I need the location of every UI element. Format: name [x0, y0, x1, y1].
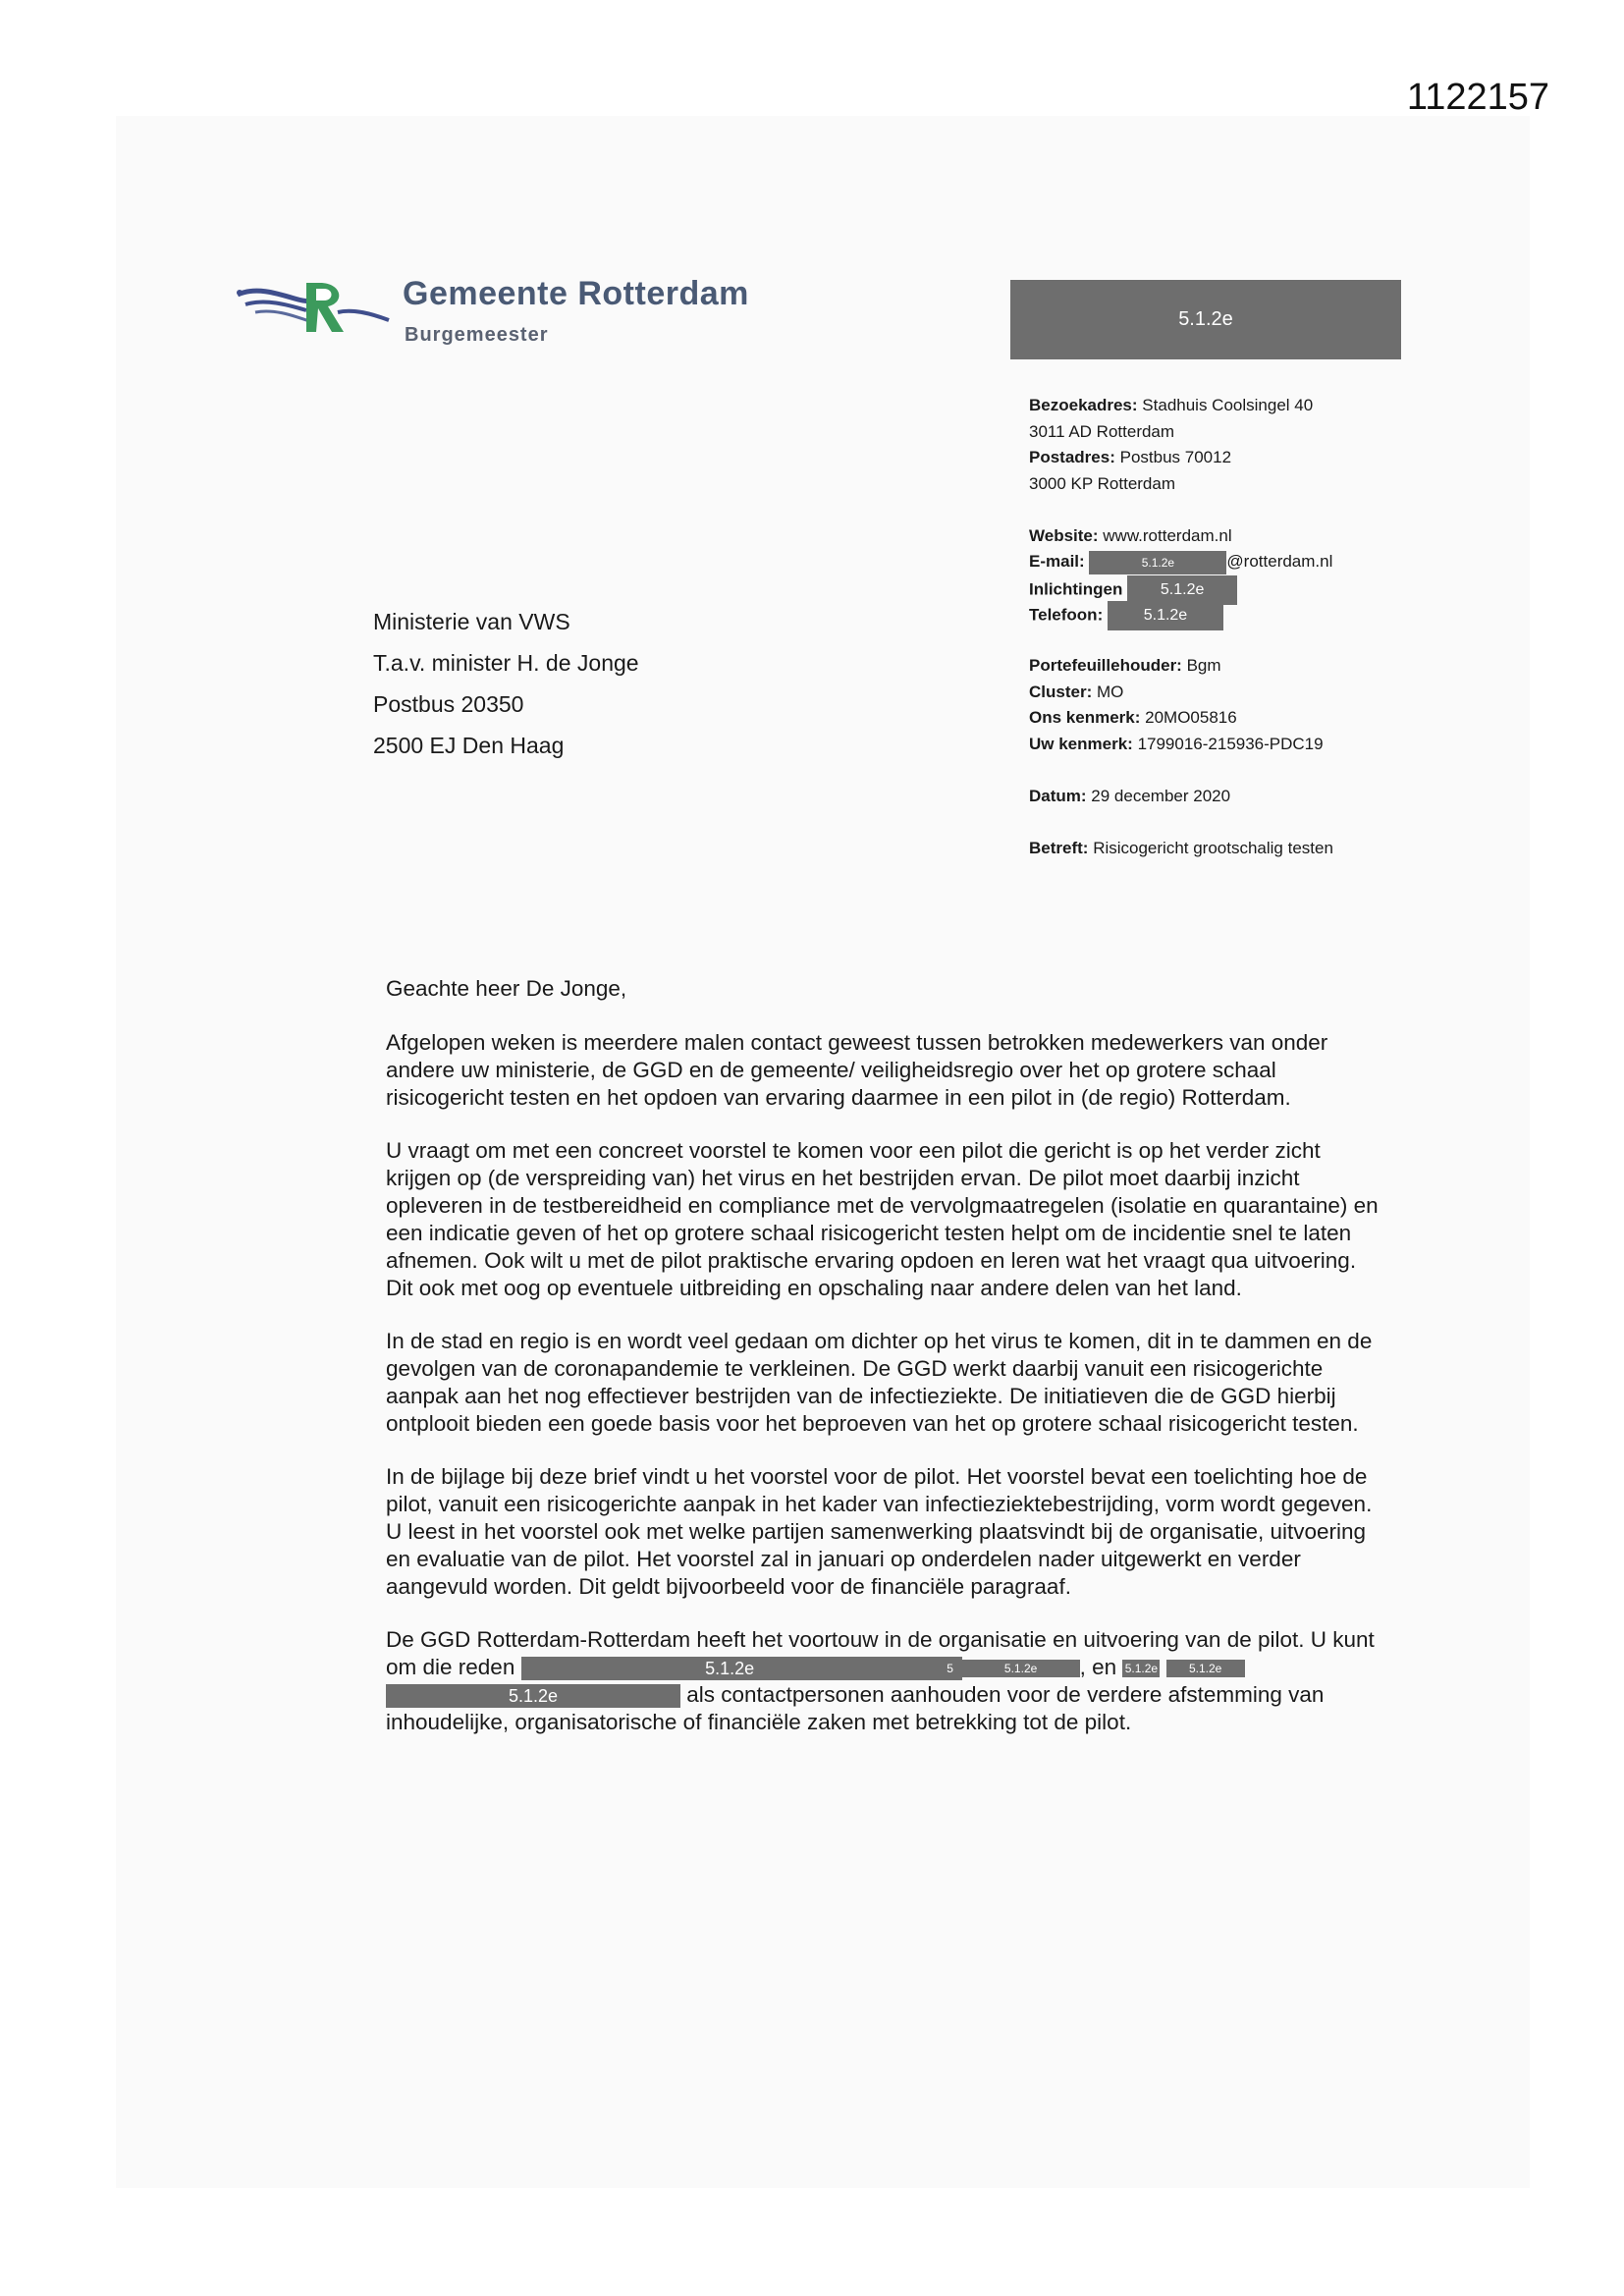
- recipient-line-2: T.a.v. minister H. de Jonge: [373, 650, 639, 676]
- postadres-value: Postbus 70012: [1119, 448, 1232, 466]
- portefeuille-label: Portefeuillehouder:: [1029, 656, 1182, 675]
- email-redaction: 5.1.2e: [1089, 551, 1226, 574]
- paragraph-5-text-c: als contactpersonen aanhouden voor de verdere afstemming van inhoudelijke, organisatorische of financiële zaken met betrekking tot de pilot.: [386, 1682, 1325, 1734]
- ons-kenmerk-label: Ons kenmerk:: [1029, 708, 1141, 727]
- paragraph-2: U vraagt om met een concreet voorstel te komen voor een pilot die gericht is op het verder zicht krijgen op (de verspreiding van) het virus en het bestrijden ervan. De pilot moet daarbij inzicht opleveren in de testbereidheid en compliance met de vervolgmaatregelen (isolatie en quarantaine) en een indicatie geven of het op grotere schaal risicogericht testen helpt om de incidentie snel te laten afnemen. Ook wilt u met de pilot praktische ervaring opdoen en leren wat het vraagt qua uitvoering. Dit ook met oog op eventuele uitbreiding en opschaling naar andere delen van het land.: [386, 1138, 1379, 1300]
- paragraph-4: In de bijlage bij deze brief vindt u het voorstel voor de pilot. Het voorstel bevat een toelichting hoe de pilot, vanuit een risicogerichte aanpak in het kader van infectieziektebestrijding, vorm wordt gegeven. U leest in het voorstel ook met welke partijen samenwerking plaatsvindt bij de organisatie, uitvoering en evaluatie van de pilot. Het voorstel zal in januari op onderdelen nader uitgewerkt en verder aangevuld worden. Dit geldt bijvoorbeeld voor de financiële paragraaf.: [386, 1464, 1373, 1599]
- bezoekadres-city: 3011 AD Rotterdam: [1029, 421, 1175, 441]
- postadres-city: 3000 KP Rotterdam: [1029, 473, 1175, 493]
- redaction-contact-3: 5.1.2e: [962, 1660, 1080, 1677]
- paragraph-5: [386, 1626, 1387, 1736]
- redaction-contact-5: 5.1.2e: [1166, 1660, 1245, 1677]
- header-redaction: 5.1.2e: [1010, 280, 1401, 359]
- letter-body: [386, 975, 1387, 1762]
- recipient-line-1: Ministerie van VWS: [373, 609, 570, 634]
- ons-kenmerk-value: 20MO05816: [1145, 708, 1237, 727]
- rotterdam-logo-icon: [236, 273, 393, 342]
- bezoekadres-label: Bezoekadres:: [1029, 396, 1138, 414]
- recipient-address: [373, 601, 639, 766]
- datum-label: Datum:: [1029, 786, 1087, 805]
- uw-kenmerk-label: Uw kenmerk:: [1029, 734, 1133, 753]
- office-name: Burgemeester: [405, 324, 549, 346]
- redaction-contact-1: 5.1.2e: [521, 1657, 939, 1680]
- email-domain: @rotterdam.nl: [1226, 552, 1333, 571]
- telefoon-redaction: 5.1.2e: [1108, 601, 1223, 630]
- paragraph-5-text-b: , en: [1079, 1655, 1117, 1679]
- bezoekadres-value: Stadhuis Coolsingel 40: [1142, 396, 1314, 414]
- postadres-label: Postadres:: [1029, 448, 1115, 466]
- betreft-value: Risicogericht grootschalig testen: [1093, 838, 1333, 857]
- inlichtingen-label: Inlichtingen: [1029, 578, 1123, 598]
- website-label: Website:: [1029, 525, 1099, 545]
- document-number: 1122157: [1406, 77, 1549, 118]
- redaction-contact-2: 5: [939, 1657, 962, 1680]
- organization-name: Gemeente Rotterdam: [403, 275, 749, 312]
- redaction-contact-6: 5.1.2e: [386, 1684, 680, 1708]
- uw-kenmerk-value: 1799016-215936-PDC19: [1137, 734, 1324, 753]
- telefoon-label: Telefoon:: [1029, 605, 1104, 625]
- recipient-line-3: Postbus 20350: [373, 691, 524, 717]
- letterhead-logo: [236, 265, 785, 354]
- datum-value: 29 december 2020: [1091, 786, 1231, 805]
- paragraph-1: Afgelopen weken is meerdere malen contact geweest tussen betrokken medewerkers van onder andere uw ministerie, de GGD en de gemeente/ veiligheidsregio over het op grotere schaal risicogericht testen en het opdoen van ervaring daarmee in een pilot in (de regio) Rotterdam.: [386, 1030, 1328, 1110]
- cluster-value: MO: [1096, 682, 1124, 701]
- contact-block: [1029, 393, 1500, 861]
- email-label: E-mail:: [1029, 552, 1085, 571]
- betreft-label: Betreft:: [1029, 838, 1089, 857]
- website-value: www.rotterdam.nl: [1103, 525, 1232, 545]
- cluster-label: Cluster:: [1029, 682, 1093, 701]
- portefeuille-value: Bgm: [1186, 656, 1221, 675]
- redaction-contact-4: 5.1.2e: [1122, 1660, 1160, 1677]
- paragraph-3: In de stad en regio is en wordt veel gedaan om dichter op het virus te komen, dit in te dammen en de gevolgen van de coronapandemie te verkleinen. De GGD werkt daarbij vanuit een risicogerichte aanpak aan het nog effectiever bestrijden van de infectieziekte. De initiatieven die de GGD hierbij ontplooit bieden een goede basis voor het beproeven van het op grotere schaal risicogericht testen.: [386, 1329, 1373, 1436]
- salutation: Geachte heer De Jonge,: [386, 976, 627, 1001]
- inlichtingen-redaction: 5.1.2e: [1127, 575, 1237, 605]
- paragraph-5-text-a: De GGD Rotterdam-Rotterdam heeft het voortouw in de organisatie en uitvoering van de pilot. U kunt om die reden: [386, 1627, 1375, 1679]
- recipient-line-4: 2500 EJ Den Haag: [373, 733, 565, 758]
